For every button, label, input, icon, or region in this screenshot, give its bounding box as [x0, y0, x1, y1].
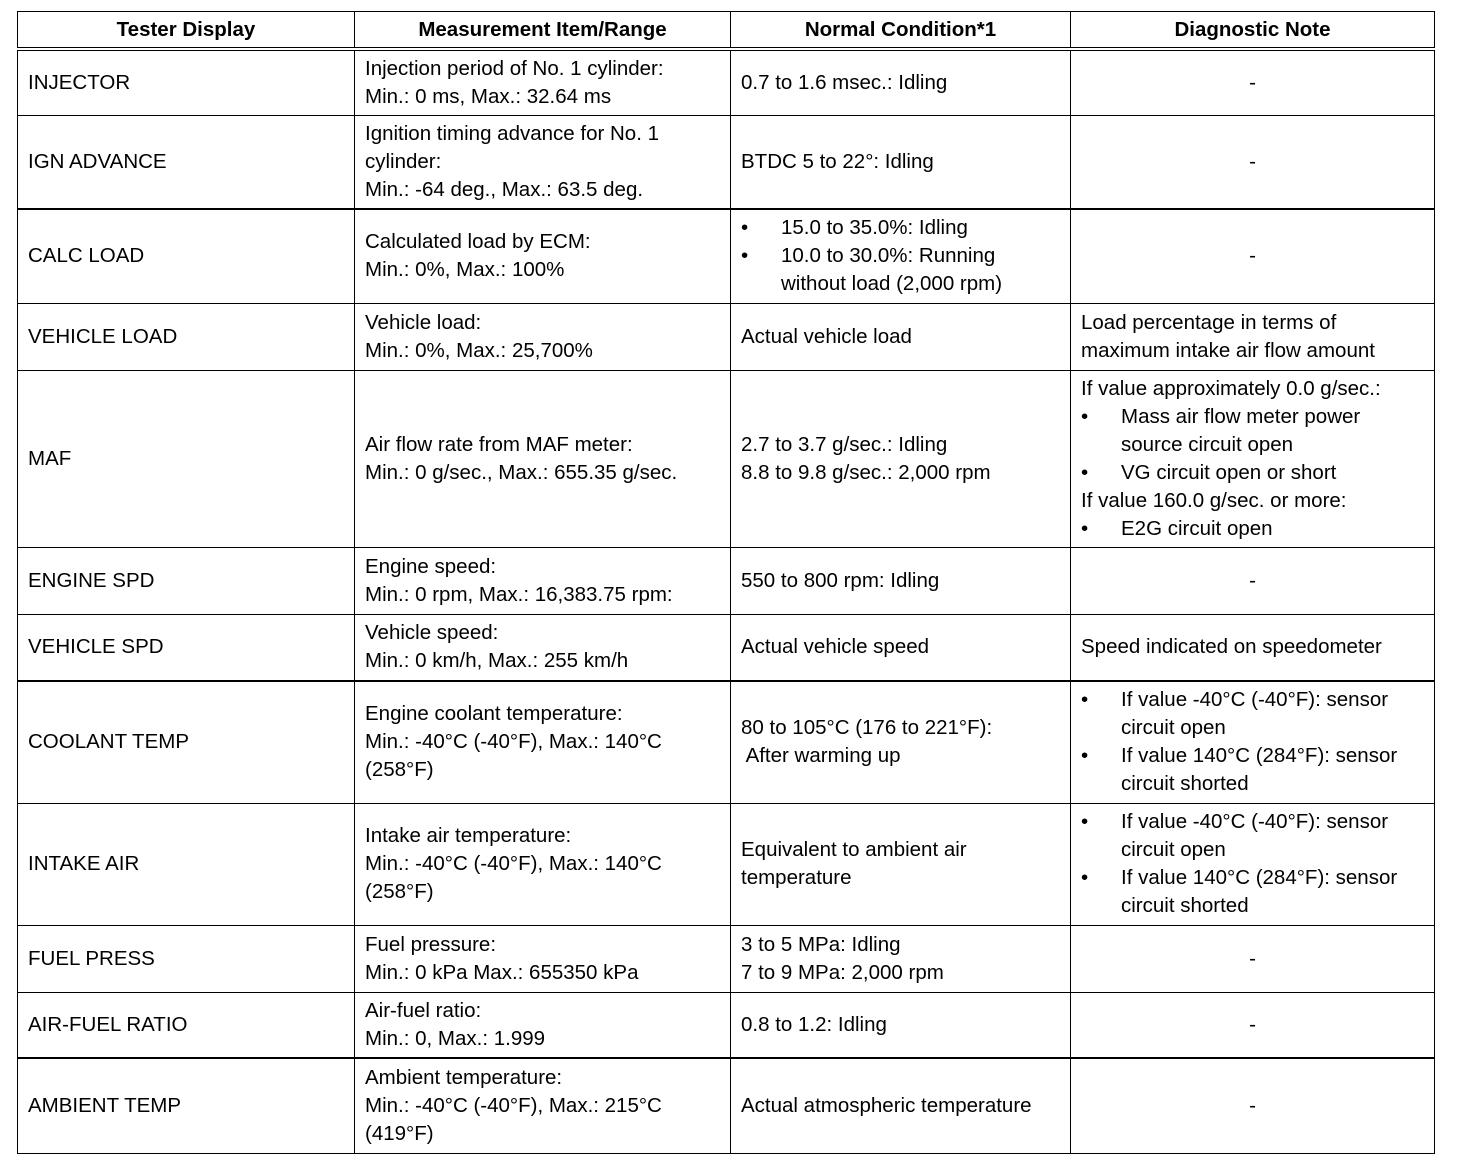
normal-condition-cell: • 15.0 to 35.0%: Idling • 10.0 to 30.0%: Running without load (2,000 rpm): [731, 209, 1071, 303]
measurement-cell: Ambient temperature: Min.: -40°C (-40°F), Max.: 215°C (419°F): [355, 1058, 731, 1153]
table-row: [18, 681, 1435, 803]
normal-condition-cell: 2.7 to 3.7 g/sec.: Idling 8.8 to 9.8 g/sec.: 2,000 rpm: [731, 370, 1071, 547]
measurement-cell: Injection period of No. 1 cylinder: Min.: 0 ms, Max.: 32.64 ms: [355, 49, 731, 115]
normal-condition-cell: 0.8 to 1.2: Idling: [731, 992, 1071, 1058]
diagnostic-note-cell: -: [1071, 49, 1435, 115]
measurement-cell: Ignition timing advance for No. 1 cylinder: Min.: -64 deg., Max.: 63.5 deg.: [355, 115, 731, 209]
data-list-table: [17, 11, 1435, 1154]
diagnostic-note-cell: -: [1071, 925, 1435, 992]
tester-display-cell: ENGINE SPD: [18, 547, 355, 614]
normal-condition-cell: Actual vehicle speed: [731, 614, 1071, 681]
measurement-cell: Calculated load by ECM: Min.: 0%, Max.: 100%: [355, 209, 731, 303]
header-diagnostic-note: Diagnostic Note: [1071, 12, 1435, 50]
diagnostic-note-cell: -: [1071, 115, 1435, 209]
diagnostic-note-cell: -: [1071, 1058, 1435, 1153]
tester-display-cell: IGN ADVANCE: [18, 115, 355, 209]
normal-condition-cell: Equivalent to ambient air temperature: [731, 803, 1071, 925]
table-row: [18, 1058, 1435, 1153]
table-row: [18, 209, 1435, 303]
header-normal-condition: Normal Condition*1: [731, 12, 1071, 50]
normal-condition-cell: 80 to 105°C (176 to 221°F): After warming up: [731, 681, 1071, 803]
normal-condition-cell: 0.7 to 1.6 msec.: Idling: [731, 49, 1071, 115]
tester-display-cell: FUEL PRESS: [18, 925, 355, 992]
diagnostic-note-cell: -: [1071, 209, 1435, 303]
header-tester-display: Tester Display: [18, 12, 355, 50]
table-row: [18, 303, 1435, 370]
table-row: [18, 370, 1435, 547]
normal-condition-cell: Actual atmospheric temperature: [731, 1058, 1071, 1153]
tester-display-cell: VEHICLE SPD: [18, 614, 355, 681]
tester-display-cell: COOLANT TEMP: [18, 681, 355, 803]
diagnostic-note-cell: -: [1071, 547, 1435, 614]
diagnostic-note-cell: If value approximately 0.0 g/sec.: • Mass air flow meter power source circuit open • VG circuit open or short If value 160.0 g/sec. or more: • E2G circuit open: [1071, 370, 1435, 547]
table-row: [18, 925, 1435, 992]
header-measurement-item: Measurement Item/Range: [355, 12, 731, 50]
diagnostic-note-cell: Load percentage in terms of maximum intake air flow amount: [1071, 303, 1435, 370]
table-row: [18, 992, 1435, 1058]
measurement-cell: Intake air temperature: Min.: -40°C (-40°F), Max.: 140°C (258°F): [355, 803, 731, 925]
table-row: [18, 49, 1435, 115]
measurement-cell: Engine coolant temperature: Min.: -40°C (-40°F), Max.: 140°C (258°F): [355, 681, 731, 803]
diagnostic-note-cell: Speed indicated on speedometer: [1071, 614, 1435, 681]
tester-display-cell: MAF: [18, 370, 355, 547]
table-header-row: [18, 12, 1435, 50]
measurement-cell: Air flow rate from MAF meter: Min.: 0 g/sec., Max.: 655.35 g/sec.: [355, 370, 731, 547]
measurement-cell: Engine speed: Min.: 0 rpm, Max.: 16,383.75 rpm:: [355, 547, 731, 614]
measurement-cell: Air-fuel ratio: Min.: 0, Max.: 1.999: [355, 992, 731, 1058]
measurement-cell: Vehicle load: Min.: 0%, Max.: 25,700%: [355, 303, 731, 370]
normal-condition-cell: BTDC 5 to 22°: Idling: [731, 115, 1071, 209]
tester-display-cell: CALC LOAD: [18, 209, 355, 303]
diagnostic-note-cell: -: [1071, 992, 1435, 1058]
normal-condition-cell: Actual vehicle load: [731, 303, 1071, 370]
tester-display-cell: INTAKE AIR: [18, 803, 355, 925]
tester-display-cell: VEHICLE LOAD: [18, 303, 355, 370]
measurement-cell: Fuel pressure: Min.: 0 kPa Max.: 655350 kPa: [355, 925, 731, 992]
table-row: [18, 115, 1435, 209]
table-row: [18, 803, 1435, 925]
normal-condition-cell: 550 to 800 rpm: Idling: [731, 547, 1071, 614]
tester-display-cell: AMBIENT TEMP: [18, 1058, 355, 1153]
diagnostic-note-cell: • If value -40°C (-40°F): sensor circuit open • If value 140°C (284°F): sensor circuit shorted: [1071, 681, 1435, 803]
diagnostic-note-cell: • If value -40°C (-40°F): sensor circuit open • If value 140°C (284°F): sensor circuit shorted: [1071, 803, 1435, 925]
measurement-cell: Vehicle speed: Min.: 0 km/h, Max.: 255 km/h: [355, 614, 731, 681]
normal-condition-cell: 3 to 5 MPa: Idling 7 to 9 MPa: 2,000 rpm: [731, 925, 1071, 992]
tester-display-cell: AIR-FUEL RATIO: [18, 992, 355, 1058]
tester-display-cell: INJECTOR: [18, 49, 355, 115]
table-row: [18, 547, 1435, 614]
table-row: [18, 614, 1435, 681]
